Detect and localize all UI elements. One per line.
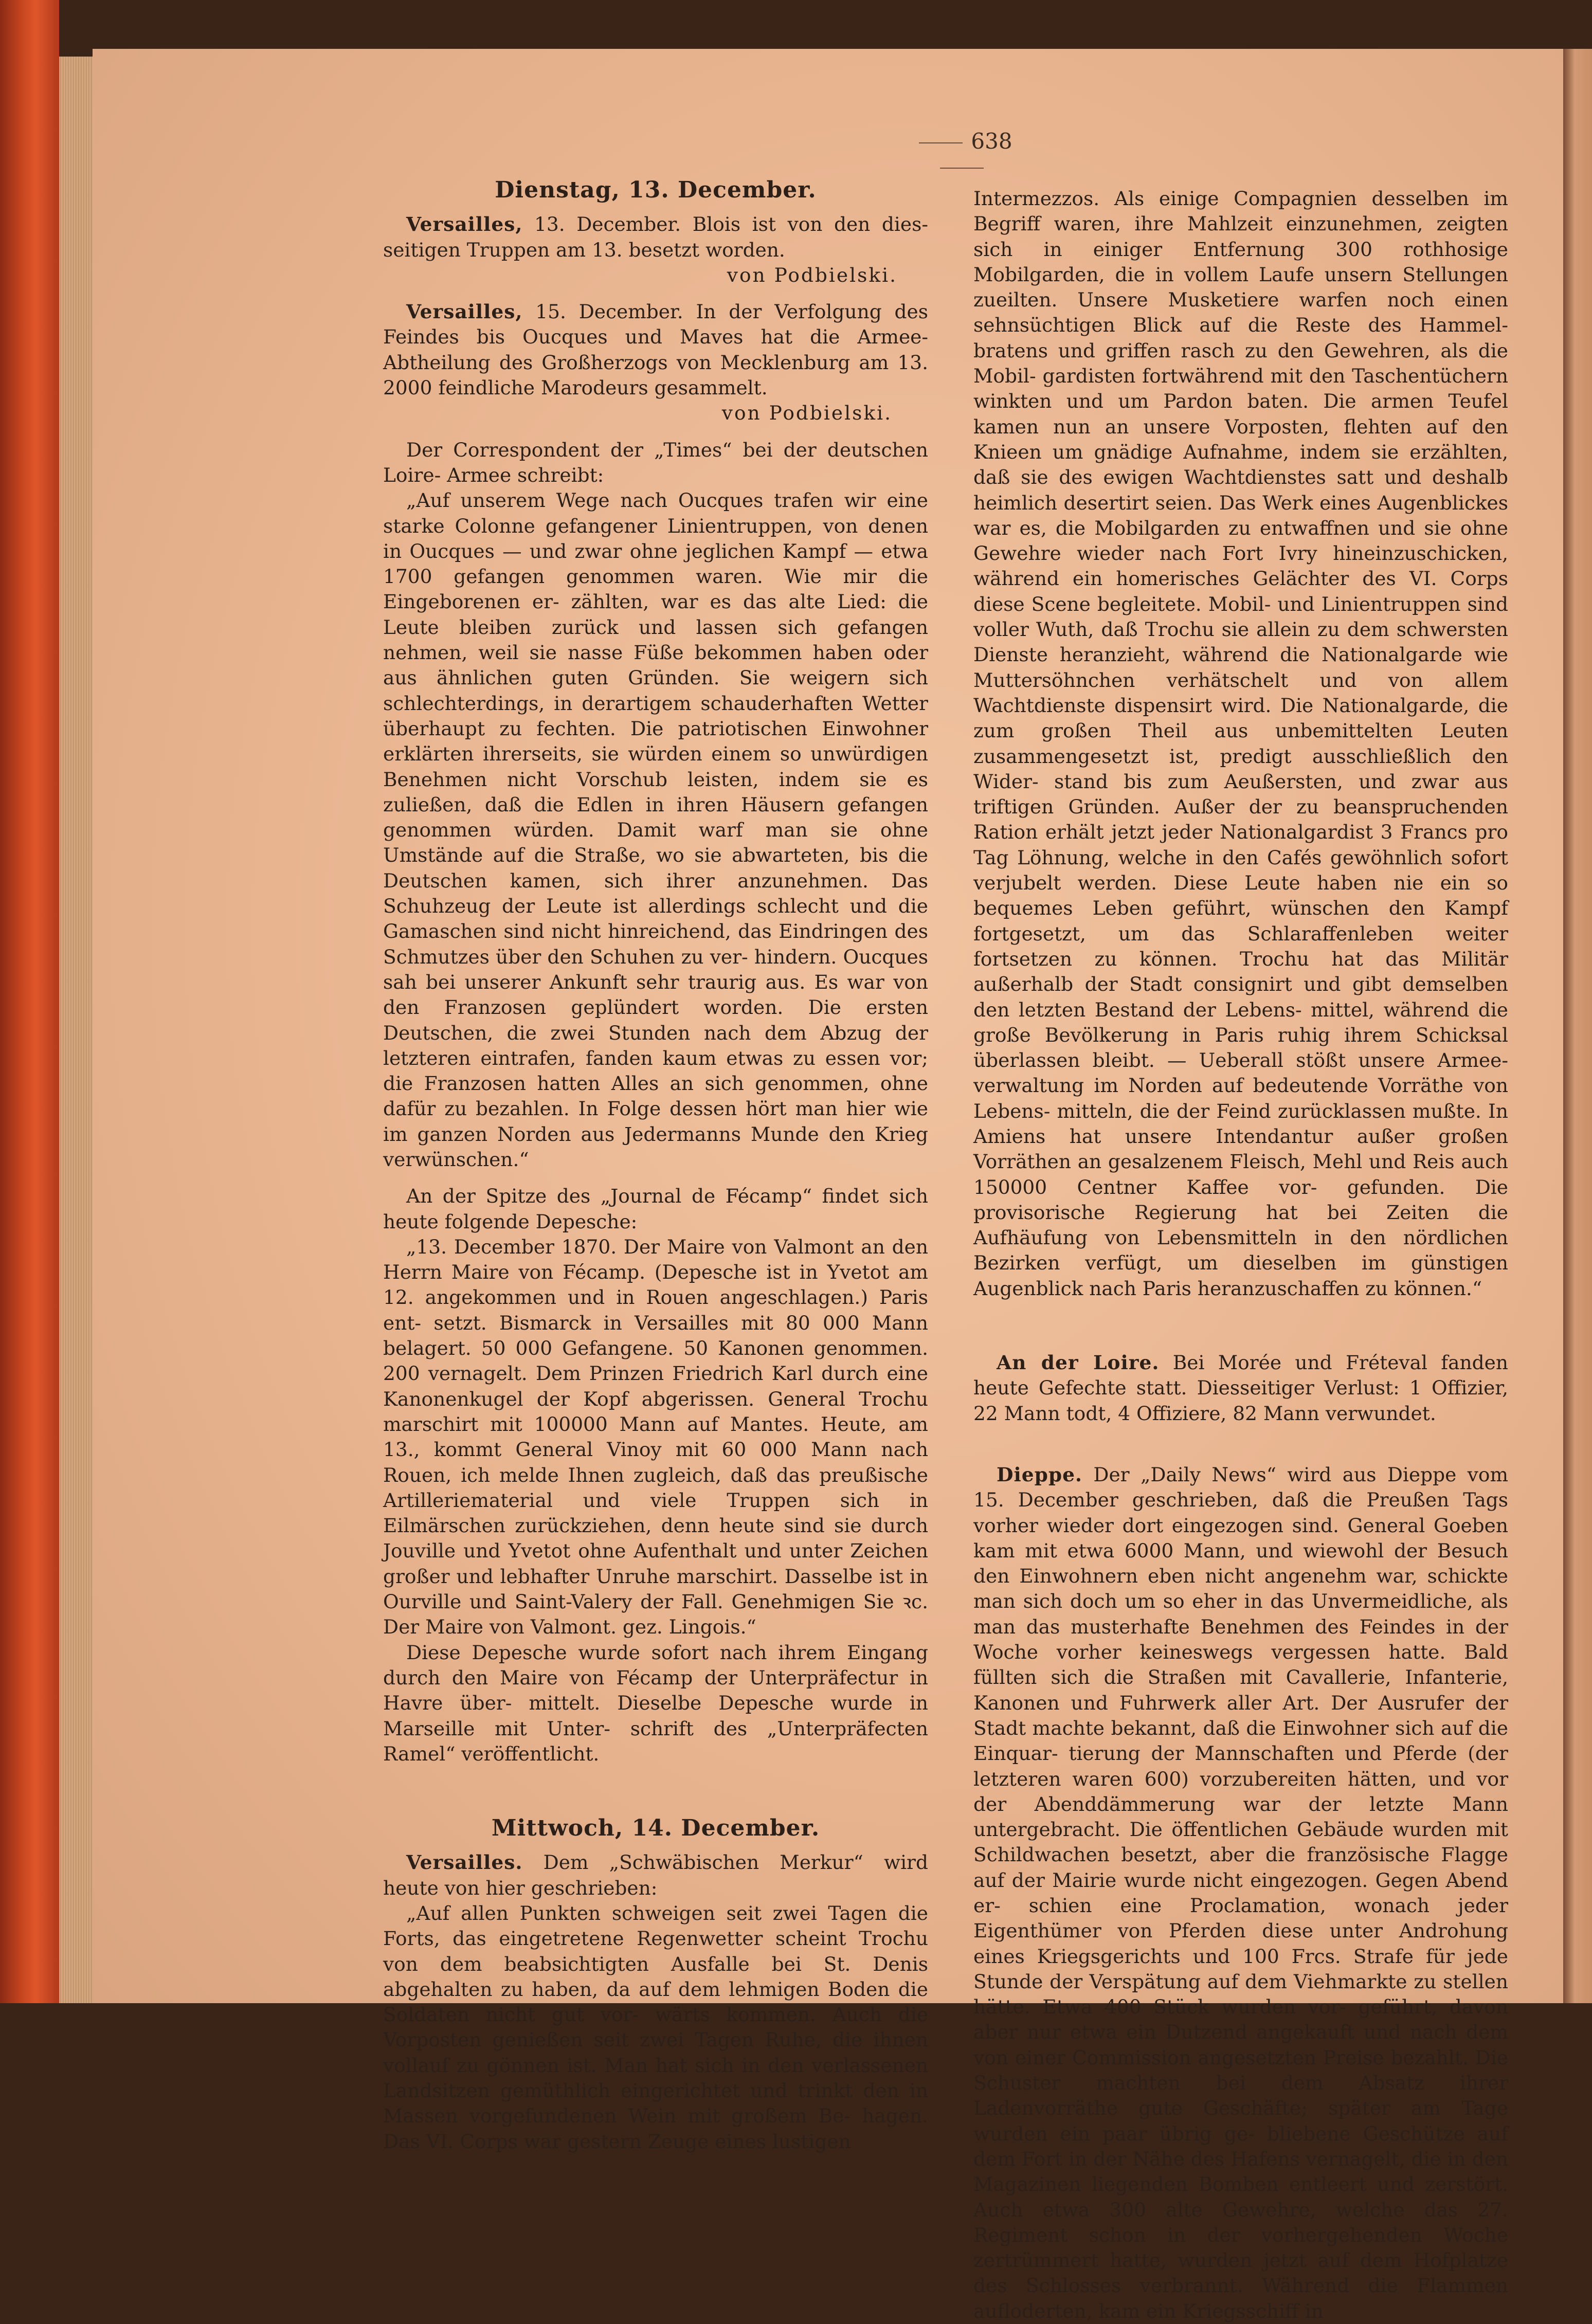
dispatch-versailles-15	[383, 299, 928, 425]
dispatch-signature: von Podbielski.	[721, 402, 892, 425]
facing-page-edge	[1563, 49, 1592, 2003]
dispatch-signature: von Podbielski.	[727, 263, 897, 286]
page-number: 638	[971, 129, 1012, 154]
dispatch-text: Der „Daily News“ wird aus Dieppe vom 15. December geschrieben, daß die Preußen Tags vorher wieder dort eingezogen sind. General Goeben kam mit etwa 6000 Mann, und wiewohl der Besuch den Einwohnern eben nicht angenehm war, schickte man sich doch um so eher in das Unvermeidliche, als man das musterhafte Benehmen des Feindes in der Woche vorher keineswegs vergessen hatte. Bald füllten sich die Straßen mit Cavallerie, Infanterie, Kanonen und Fuhrwerk aller Art. Der Ausrufer der Stadt machte bekannt, daß die Einwohner sich auf die Einquar- tierung der Mannschaften und Pferde (der letzteren waren 600) vorzubereiten hätten, und vor der Abenddämmerung war der letzte Mann untergebracht. Die öffentlichen Gebäude wurden mit Schildwachen besetzt, aber die französische Flagge auf der Mairie wurde nicht eingezogen. Gegen Abend er- schien eine Proclamation, wonach jeder Eigenthümer von Pferden diese unter Androhung eines Kriegsgerichts und 100 Frcs. Strafe für jede Stunde der Verspätung auf dem Viehmarkte zu stellen hätte. Etwa 400 Stück wurden vor- geführt, davon aber nur etwa ein Dutzend angekauft und nach dem von einer Commission angesetzten Preise bezahlt. Die Schuster machten bei dem Absatz ihrer Ladenvorräthe gute Geschäfte; später am Tage wurden ein paar übrig ge- bliebene Geschütze auf dem Fort in der Nähe des Hafens vernagelt, die in den Magazinen liegenden Bomben entleert und zerstört. Auch etwa 300 alte Gewehre, welche das 27. Regiment schon in der vorhergehenden Woche zertrümmert hatte, wurden jetzt auf dem Hofplatze des Schlosses verbrannt. Während die Flammen aufloderten, kam ein Kriegsschiff in	[973, 1463, 1508, 2322]
dispatch-versailles-13	[383, 212, 928, 263]
section-heading-tuesday: Dienstag, 13. December.	[495, 177, 817, 203]
dispatch-place: Versailles,	[406, 300, 523, 323]
page-edges	[59, 57, 95, 2003]
dispatch-loire	[973, 1350, 1508, 1426]
section-heading-wednesday: Mittwoch, 14. December.	[491, 1815, 820, 1842]
dispatch-versailles-merkur	[383, 1850, 928, 1901]
paragraph-times-report: „Auf unserem Wege nach Oucques trafen wir eine starke Colonne gefangener Linientruppen, von denen in Oucques — und zwar ohne jeglichen Kampf — etwa 1700 gefangen genommen waren. Wie mir die Eingeborenen er- zählten, war es das alte Lied: die Leute bleiben zurück und lassen sich gefangen nehmen, weil sie nasse Füße bekommen haben oder aus ähnlichen guten Gründen. Sie weigern sich schlechterdings, in derartigem schauderhaften Wetter überhaupt zu fechten. Die patriotischen Einwohner erklärten ihrerseits, sie würden einem so unwürdigen Benehmen nicht Vorschub leisten, indem sie es zuließen, daß die Edlen in ihren Häusern gefangen genommen würden. Damit warf man sie ohne Umstände auf die Straße, wo sie abwarteten, bis die Deutschen kamen, sich ihrer anzunehmen. Das Schuhzeug der Leute ist allerdings schlecht und die Gamaschen sind nicht hinreichend, das Eindringen des Schmutzes über den Schuhen zu ver- hindern. Oucques sah bei unserer Ankunft sehr traurig aus. Es war von den Franzosen geplündert worden. Die ersten Deutschen, die zwei Stunden nach dem Abzug der letzteren eintrafen, fanden kaum etwas zu essen vor; die Franzosen hatten Alles an sich genommen, ohne dafür zu bezahlen. In Folge dessen hört man hier wie im ganzen Norden aus Jedermanns Munde den Krieg verwünschen.“	[383, 489, 928, 1171]
paragraph-intermezzo: Intermezzos. Als einige Compagnien desselben im Begriff waren, ihre Mahlzeit einzunehmen, zeigten sich in einiger Entfernung 300 rothhosige Mobilgarden, die in vollem Laufe unsern Stellungen zueilten. Unsere Musketiere warfen noch einen sehnsüchtigen Blick auf die Reste des Hammel- bratens und griffen rasch zu den Gewehren, als die Mobil- gardisten fortwährend mit den Taschentüchern winkten und um Pardon baten. Die armen Teufel kamen nun an unsere Vorposten, flehten auf den Knieen um gnädige Aufnahme, indem sie erzählten, daß sie des ewigen Wachtdienstes satt und deshalb heimlich desertirt seien. Das Werk eines Augenblickes war es, die Mobilgarden zu entwaffnen und sie ohne Gewehre wieder nach Fort Ivry hineinzuschicken, während ein homerisches Gelächter des VI. Corps diese Scene begleitete. Mobil- und Linientruppen sind voller Wuth, daß Trochu sie allein zu dem schwersten Dienste heranzieht, während die Nationalgarde wie Muttersöhnchen verhätschelt und von allem Wachtdienste dispensirt wird. Die Nationalgarde, die zum großen Theil aus unbemittelten Leuten zusammengesetzt ist, predigt ausschließlich den Wider- stand bis zum Aeußersten, und zwar aus triftigen Gründen. Außer der zu beanspruchenden Ration erhält jetzt jeder Nationalgardist 3 Francs pro Tag Löhnung, welche in den Cafés gewöhnlich sofort verjubelt werden. Diese Leute haben nie ein so bequemes Leben geführt, wünschen den Kampf fortgesetzt, um das Schlaraffenleben weiter fortsetzen zu können. Trochu hat das Militär außerhalb der Stadt consignirt und gibt demselben den letzten Bestand der Lebens- mittel, während die große Bevölkerung in Paris ruhig ihrem Schicksal überlassen bleibt. — Ueberall stößt unsere Armee- verwaltung im Norden auf bedeutende Vorräthe von Lebens- mitteln, die der Feind zurücklassen mußte. In Amiens hat unsere Intendantur außer großen Vorräthen an gesalzenem Fleisch, Mehl und Reis auch 150000 Centner Kaffee vor- gefunden. Die provisorische Regierung hat bei Zeiten die Aufhäufung von Lebensmitteln in den nördlichen Bezirken verfügt, um dieselben im günstigen Augenblick nach Paris heranzuschaffen zu können.“	[973, 187, 1508, 1300]
right-column	[973, 186, 1508, 2324]
page-number-line	[884, 129, 1039, 179]
page-number-rule-right	[940, 168, 984, 169]
dispatch-text: 13. December. Blois ist von den dies- seitigen Truppen am 13. besetzt worden.	[383, 213, 928, 261]
paragraph-times-intro: Der Correspondent der „Times“ bei der deutschen Loire- Armee schreibt:	[383, 438, 928, 486]
dispatch-place: Versailles,	[406, 213, 523, 236]
left-column	[383, 177, 928, 2154]
dispatch-place: Versailles.	[406, 1851, 523, 1874]
book-spine	[0, 0, 59, 2003]
page-number-rule-left	[919, 142, 963, 143]
paragraph-merkur-report: „Auf allen Punkten schweigen seit zwei Tagen die Forts, das eingetretene Regenwetter scheint Trochu von dem beabsichtigten Ausfalle bei St. Denis abgehalten zu haben, da auf dem lehmigen Boden die Soldaten nicht gut vor- wärts kommen. Auch die Vorposten genießen seit zwei Tagen Ruhe, die ihnen vollauf zu gönnen ist. Man hat sich in den verlassenen Landsitzen gemüthlich eingerichtet und trinkt den in Massen vorgefundenen Wein mit großem Be- hagen. Das VI. Corps war gestern Zeuge eines lustigen	[383, 1902, 928, 2153]
dispatch-place: Dieppe.	[997, 1463, 1082, 1486]
dispatch-dieppe	[973, 1462, 1508, 2324]
dispatch-text: 15. December. In der Verfolgung des Feindes bis Oucques und Maves hat die Armee-Abtheilung des Großherzogs von Mecklenburg am 13. 2000 feindliche Marodeurs gesammelt.	[383, 300, 928, 400]
paragraph-fecamp-note: Diese Depesche wurde sofort nach ihrem Eingang durch den Maire von Fécamp der Unterpräfectur in Havre über- mittelt. Dieselbe Depesche wurde in Marseille mit Unter- schrift des „Unterpräfecten Ramel“ veröffentlicht.	[383, 1641, 928, 1765]
paragraph-fecamp-intro: An der Spitze des „Journal de Fécamp“ findet sich heute folgende Depesche:	[383, 1185, 928, 1233]
dispatch-text: Dem „Schwäbischen Merkur“ wird heute von hier geschrieben:	[383, 1851, 928, 1899]
dispatch-text: Bei Morée und Fréteval fanden heute Gefechte statt. Diesseitiger Verlust: 1 Offizier, 22 Mann todt, 4 Offiziere, 82 Mann verwundet.	[973, 1351, 1508, 1425]
dispatch-place: An der Loire.	[997, 1351, 1160, 1374]
paragraph-fecamp-dispatch: „13. December 1870. Der Maire von Valmont an den Herrn Maire von Fécamp. (Depesche ist in Yvetot am 12. angekommen und in Rouen angeschlagen.) Paris ent- setzt. Bismarck in Versailles mit 80 000 Mann belagert. 50 000 Gefangene. 50 Kanonen genommen. 200 vernagelt. Dem Prinzen Friedrich Karl durch eine Kanonenkugel der Kopf abgerissen. General Trochu marschirt mit 100000 Mann auf Mantes. Heute, am 13., kommt General Vinoy mit 60 000 Mann nach Rouen, ich melde Ihnen zugleich, daß das preußische Artilleriematerial und viele Truppen sich in Eilmärschen zurückziehen, denn heute sind sie durch Jouville und Yvetot ohne Aufenthalt und unter Zeichen großer und lebhafter Unruhe marschirt. Dasselbe ist in Ourville und Saint-Valery der Fall. Genehmigen Sie ꝛc. Der Maire von Valmont. gez. Lingois.“	[383, 1235, 928, 1639]
